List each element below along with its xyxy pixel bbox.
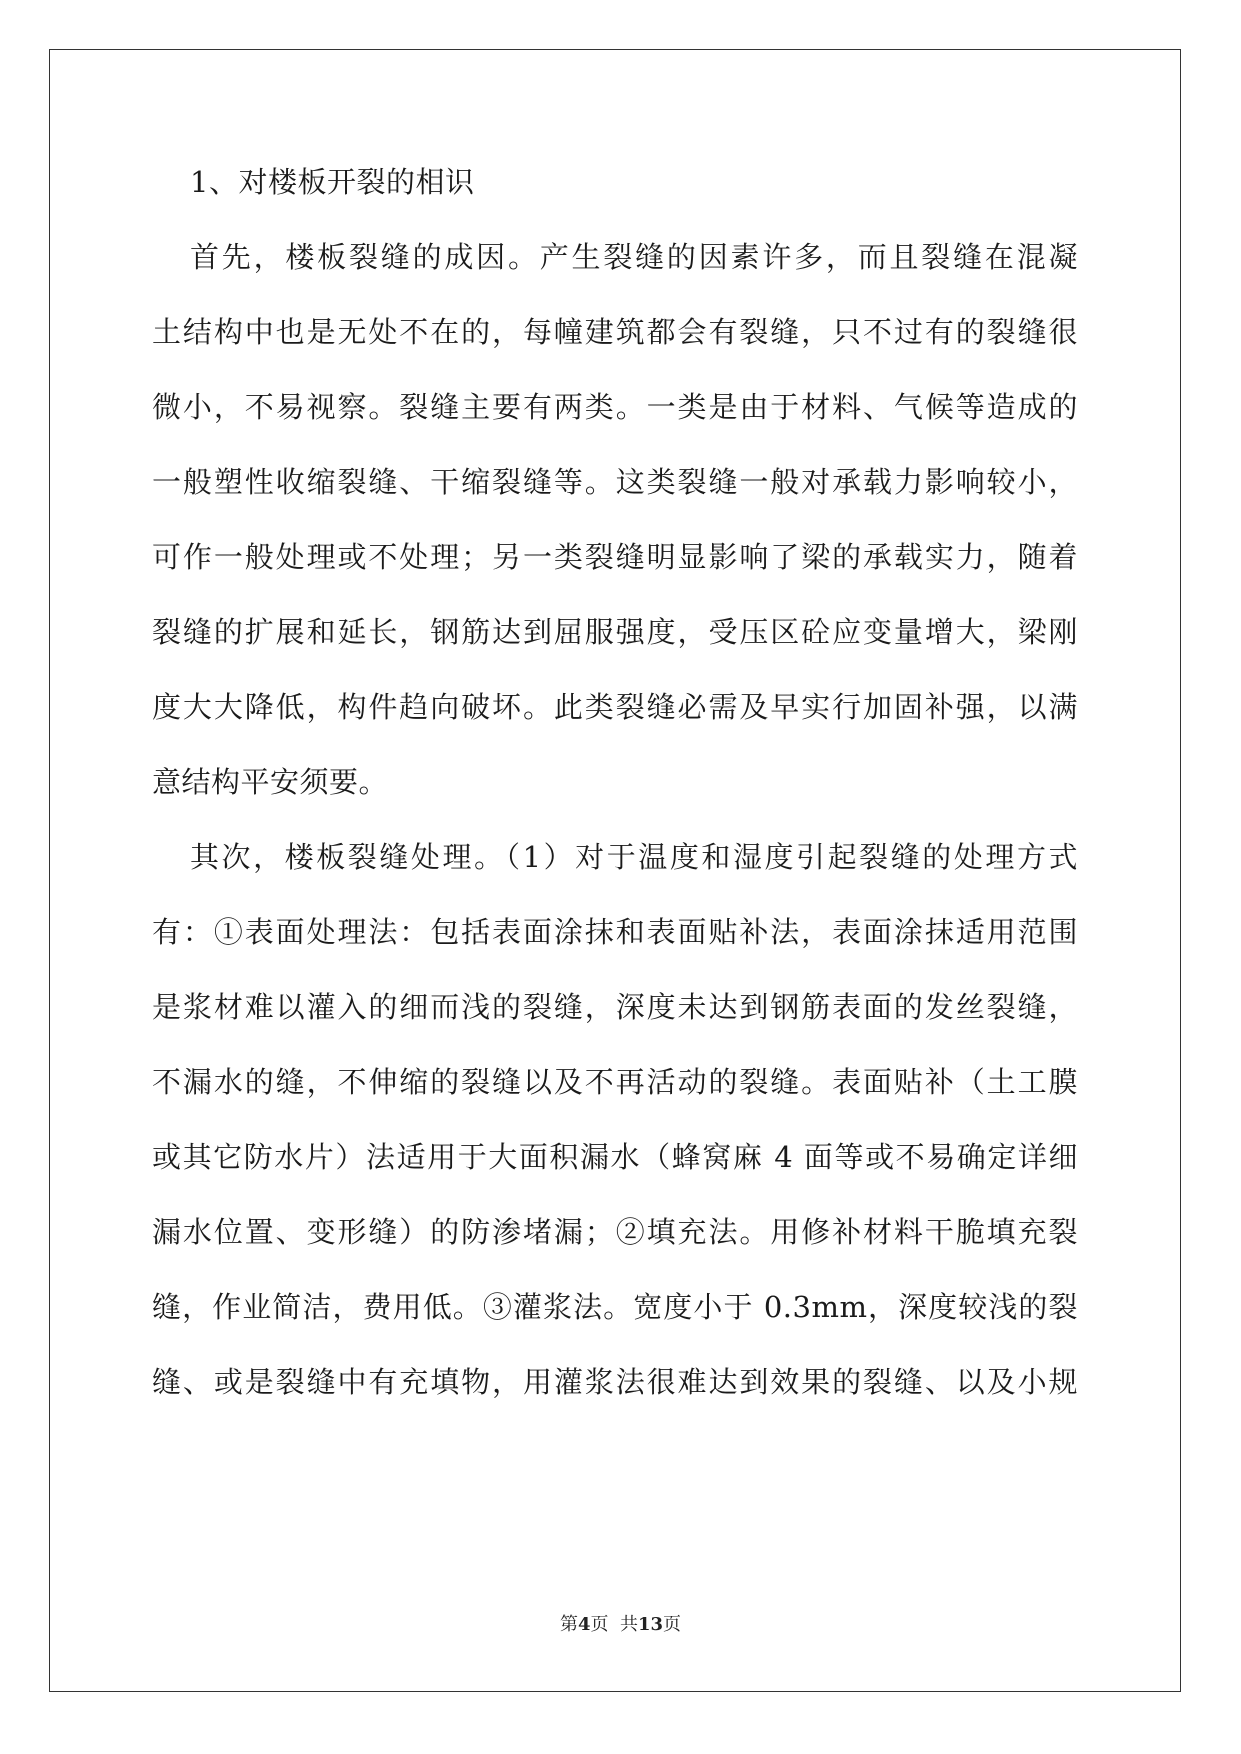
paragraph-line: 缝，作业简洁，费用低。③灌浆法。宽度小于 0.3mm，深度较浅的裂 [152,1290,1078,1324]
footer-suffix: 页 [663,1614,682,1635]
paragraph-line: 度大大降低，构件趋向破坏。此类裂缝必需及早实行加固补强，以满 [152,690,1078,724]
total-pages-number: 13 [637,1614,664,1635]
paragraph-line: 裂缝的扩展和延长，钢筋达到屈服强度，受压区砼应变量增大，梁刚 [152,615,1078,649]
paragraph-line: 土结构中也是无处不在的，每幢建筑都会有裂缝，只不过有的裂缝很 [152,315,1078,349]
footer-prefix: 第 [559,1614,578,1635]
paragraph-line: 其次，楼板裂缝处理。（1）对于温度和湿度引起裂缝的处理方式 [190,840,1078,874]
paragraph-line: 有：①表面处理法：包括表面涂抹和表面贴补法，表面涂抹适用范围 [152,915,1078,949]
footer-mid: 页 共 [590,1614,638,1635]
current-page-number: 4 [577,1614,591,1635]
paragraph-line: 是浆材难以灌入的细而浅的裂缝，深度未达到钢筋表面的发丝裂缝， [152,990,1078,1024]
paragraph-line: 或其它防水片）法适用于大面积漏水（蜂窝麻 4 面等或不易确定详细 [152,1140,1078,1174]
paragraph-line: 一般塑性收缩裂缝、干缩裂缝等。这类裂缝一般对承载力影响较小， [152,465,1078,499]
section-heading: 1、对楼板开裂的相识 [190,165,475,199]
paragraph-line: 缝、或是裂缝中有充填物，用灌浆法很难达到效果的裂缝、以及小规 [152,1365,1078,1399]
paragraph-line: 可作一般处理或不处理；另一类裂缝明显影响了梁的承载实力，随着 [152,540,1078,574]
paragraph-line: 微小，不易视察。裂缝主要有两类。一类是由于材料、气候等造成的 [152,390,1078,424]
paragraph-line: 意结构平安须要。 [152,765,389,799]
page-footer [0,1610,1241,1636]
paragraph-line: 漏水位置、变形缝）的防渗堵漏；②填充法。用修补材料干脆填充裂 [152,1215,1078,1249]
paragraph-line: 首先，楼板裂缝的成因。产生裂缝的因素许多，而且裂缝在混凝 [190,240,1078,274]
paragraph-line: 不漏水的缝，不伸缩的裂缝以及不再活动的裂缝。表面贴补（土工膜 [152,1065,1078,1099]
